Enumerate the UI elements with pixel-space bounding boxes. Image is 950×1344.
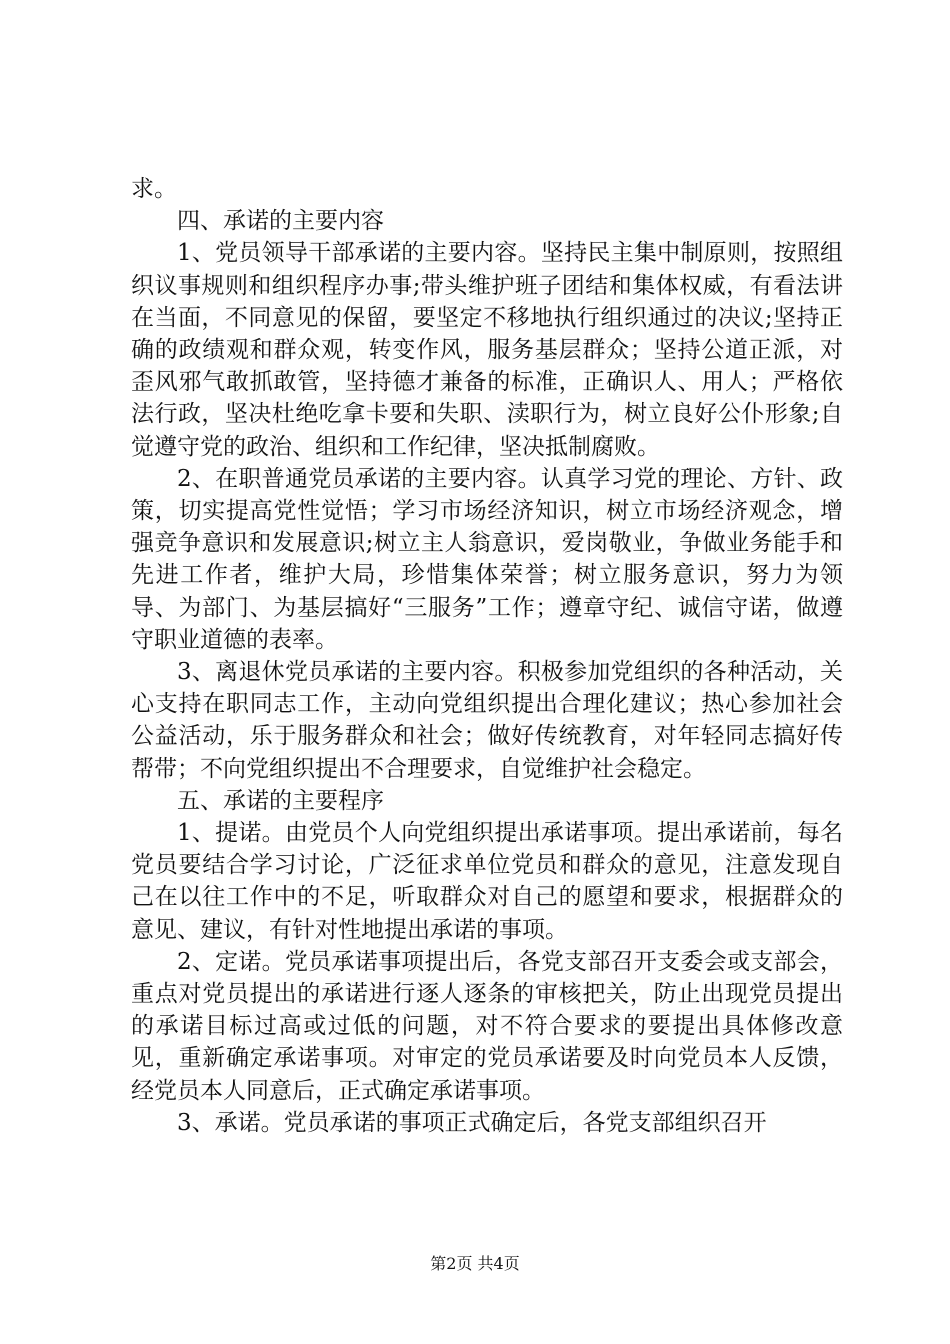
paragraph: 2、在职普通党员承诺的主要内容。认真学习党的理论、方针、政策，切实提高党性觉悟；学习市场经济知识，树立市场经济观念，增强竞争意识和发展意识;树立主人翁意识，爱岗敬业，争做业务能手和先进工作者，维护大局，珍惜集体荣誉；树立服务意识，努力为领导、为部门、为基层搞好“三服务”工作；遵章守纪、诚信守诺，做遵守职业道德的表率。 [131,465,843,653]
paragraph: 1、提诺。由党员个人向党组织提出承诺事项。提出承诺前，每名党员要结合学习讨论，广泛征求单位党员和群众的意见，注意发现自己在以往工作中的不足，听取群众对自己的愿望和要求，根据群众的意见、建议，有针对性地提出承诺的事项。 [131,820,843,943]
paragraph: 3、离退休党员承诺的主要内容。积极参加党组织的各种活动，关心支持在职同志工作，主动向党组织提出合理化建议；热心参加社会公益活动，乐于服务群众和社会；做好传统教育，对年轻同志搞好传帮带；不向党组织提出不合理要求，自觉维护社会稳定。 [131,659,843,782]
section-heading: 四、承诺的主要内容 [177,208,384,235]
section-heading: 五、承诺的主要程序 [177,787,384,814]
paragraph: 求。 [131,176,177,202]
paragraph: 3、承诺。党员承诺的事项正式确定后，各党支部组织召开 [177,1109,767,1136]
page-number: 第2页 共4页 [430,1254,520,1273]
document-body [131,173,843,1139]
paragraph: 1、党员领导干部承诺的主要内容。坚持民主集中制原则，按照组织议事规则和组织程序办事;带头维护班子团结和集体权威，有看法讲在当面，不同意见的保留，要坚定不移地执行组织通过的决议;坚持正确的政绩观和群众观，转变作风，服务基层群众；坚持公道正派，对歪风邪气敢抓敢管，坚持德才兼备的标准，正确识人、用人；严格依法行政，坚决杜绝吃拿卡要和失职、渎职行为，树立良好公仆形象;自觉遵守党的政治、组织和工作纪律，坚决抵制腐败。 [131,240,843,460]
paragraph: 2、定诺。党员承诺事项提出后，各党支部召开支委会或支部会，重点对党员提出的承诺进行逐人逐条的审核把关，防止出现党员提出的承诺目标过高或过低的问题，对不符合要求的要提出具体修改意见，重新确定承诺事项。对审定的党员承诺要及时向党员本人反馈，经党员本人同意后，正式确定承诺事项。 [131,948,843,1104]
